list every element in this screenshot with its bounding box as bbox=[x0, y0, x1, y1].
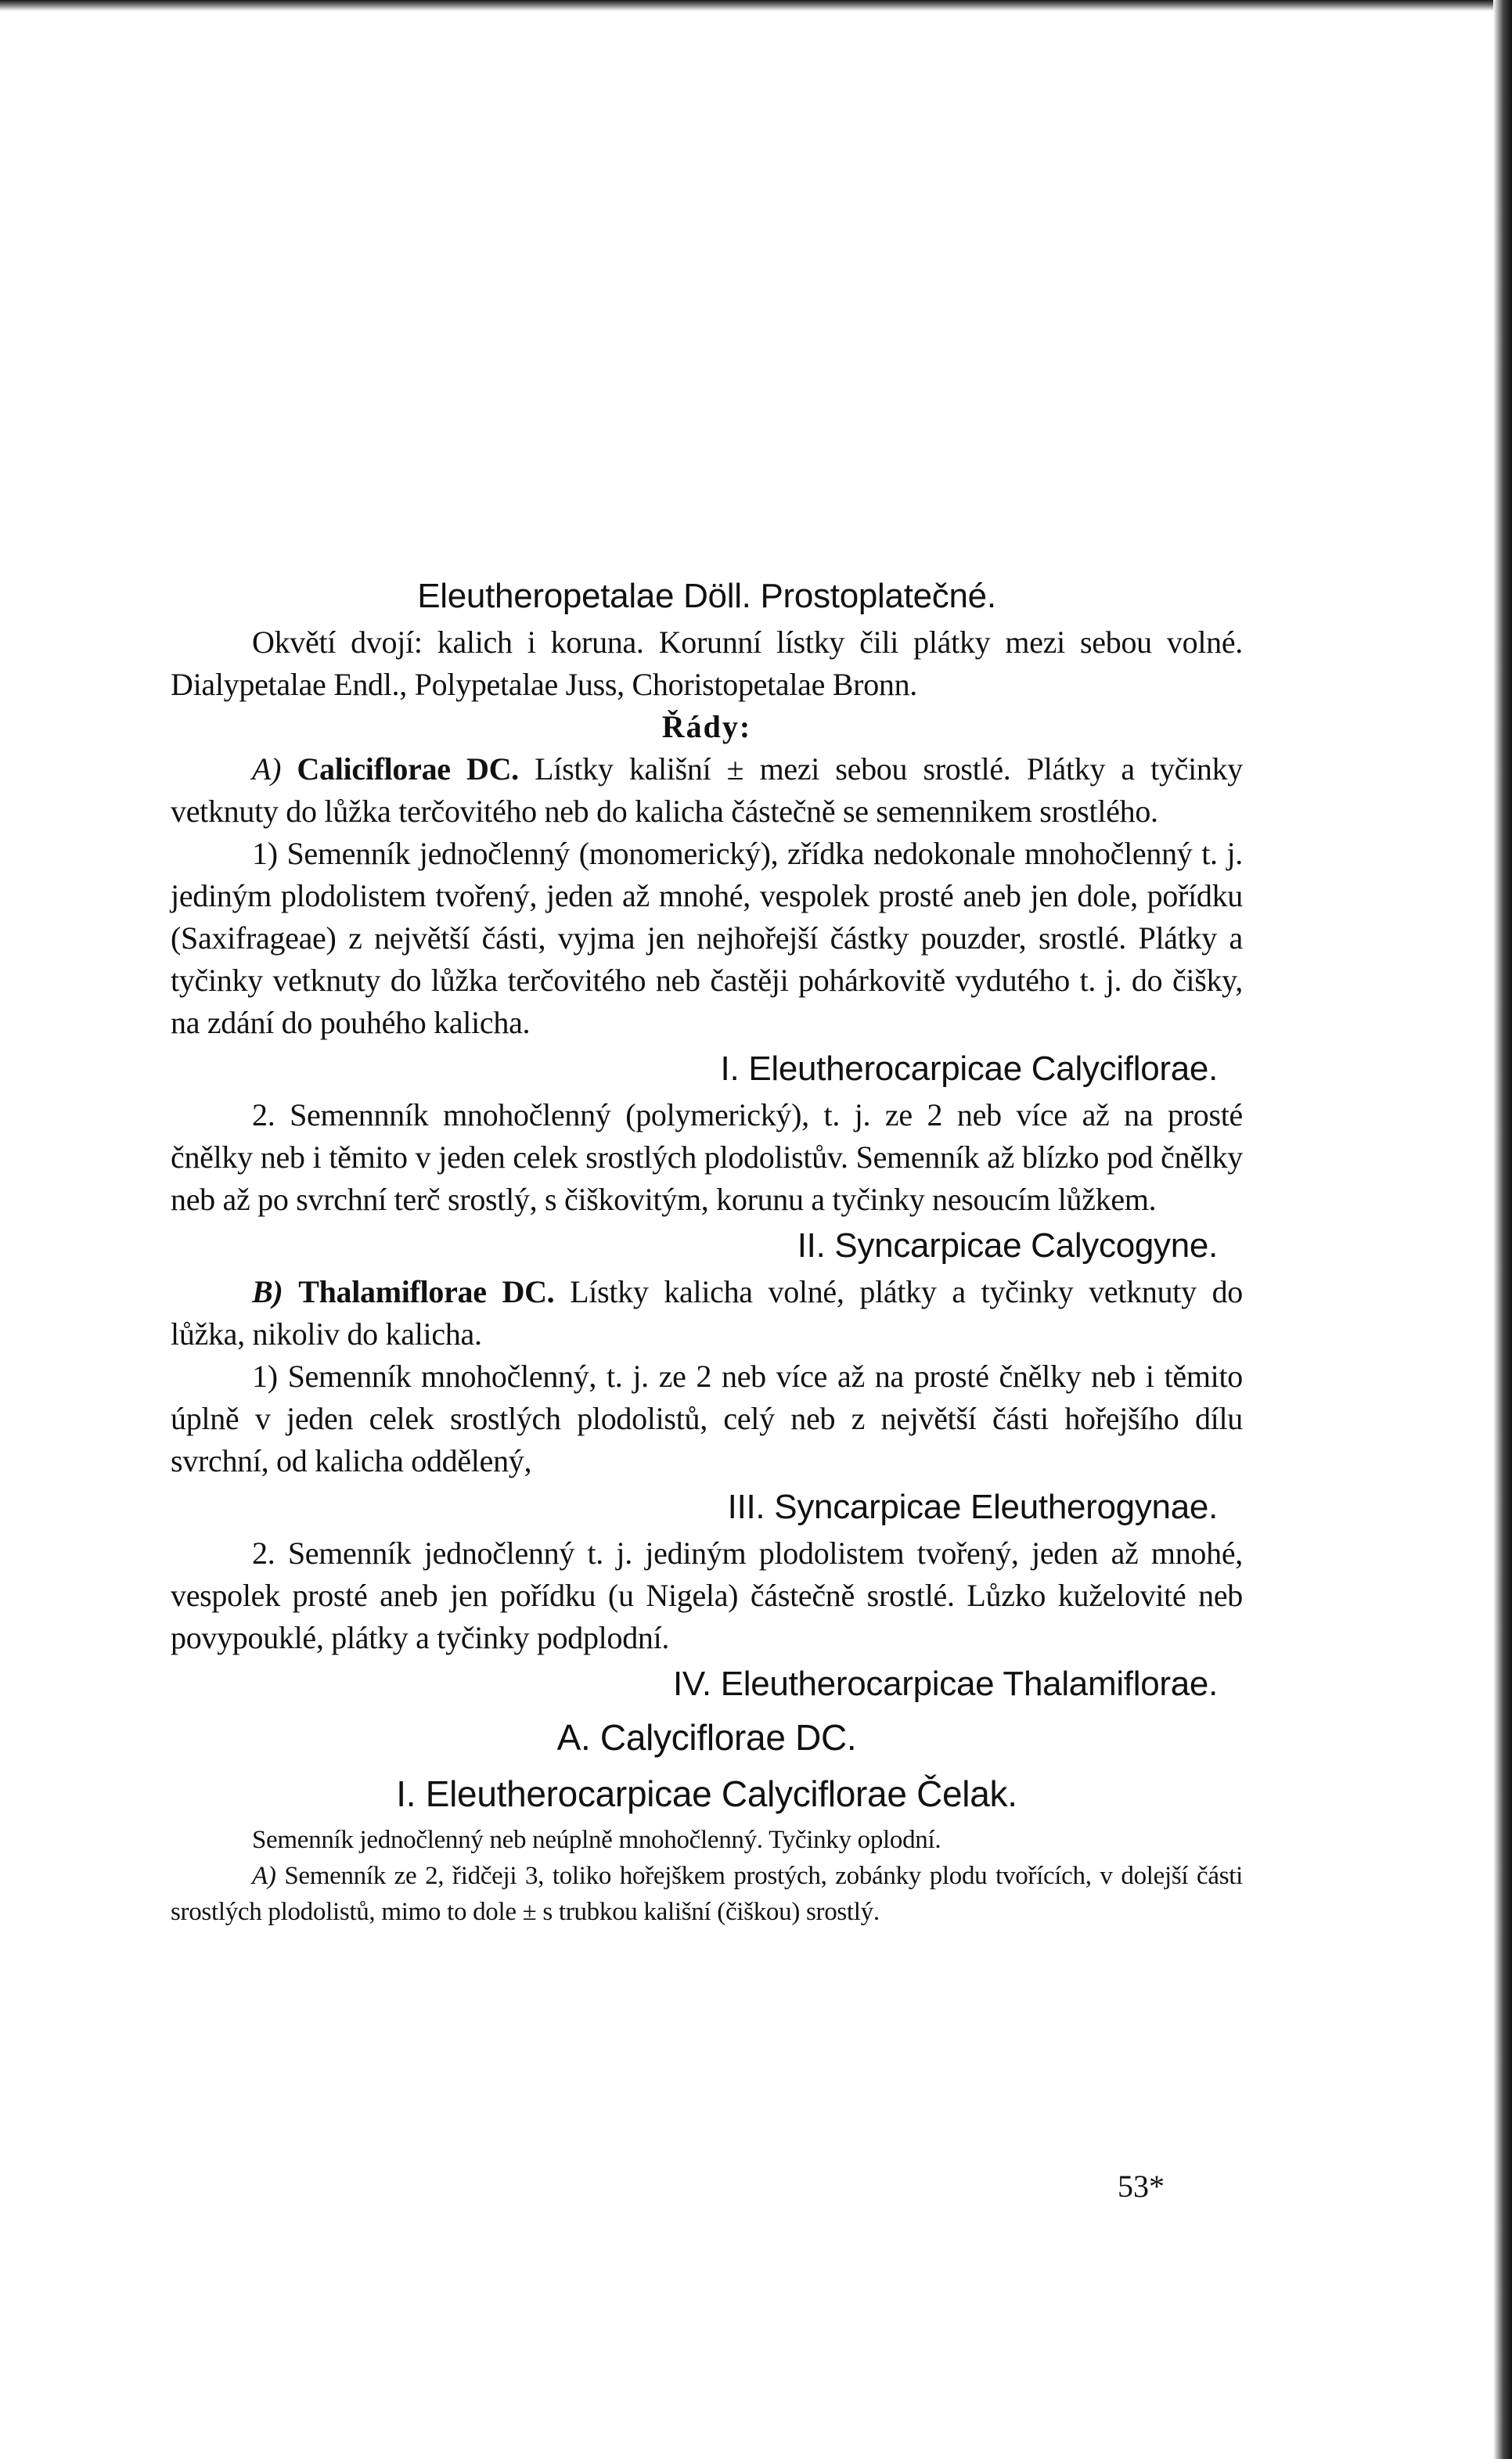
section-b-text: Lístky kalicha volné, plátky a tyčinky vetknuty do lůžka, nikoliv do kalicha. bbox=[171, 1274, 1243, 1352]
heading-4: IV. Eleutherocarpicae Thalamiflorae. bbox=[672, 1665, 1218, 1703]
page-title: Eleutheropetalae Döll. Prostoplatečné. bbox=[417, 577, 996, 615]
intro-paragraph: Okvětí dvojí: kalich i koruna. Korunní lístky čili plátky mezi sebou volné. Dialypetalae Endl., Polypetalae Juss, Choristopetalae Bronn. bbox=[171, 625, 1243, 702]
small-paragraph-2 bbox=[171, 1858, 1243, 1930]
section-b-label: B) bbox=[252, 1274, 283, 1309]
section-a-label: A) bbox=[252, 751, 282, 787]
paragraph-b2: 2. Semenník jednočlenný t. j. jediným plodolistem tvořený, jeden až mnohé, vespolek prosté aneb jen pořídku (u Nigela) částečně srostlé. Lůzko kuželovité neb povypouklé, plátky a tyčinky podplodní. bbox=[171, 1536, 1243, 1655]
paragraph-b1: 1) Semenník mnohočlenný, t. j. ze 2 neb více až na prosté čnělky neb i těmito úplně v jeden celek srostlých plodolistů, celý neb z největší části hořejšího dílu svrchní, od kalicha oddělený, bbox=[171, 1359, 1243, 1478]
scan-right-edge bbox=[1493, 0, 1512, 2459]
section-b-name: Thalamiflorae DC. bbox=[298, 1274, 555, 1309]
rady-heading: Řády: bbox=[661, 709, 752, 744]
subsection-title: I. Eleutherocarpicae Calyciflorae Čelak. bbox=[396, 1773, 1017, 1814]
heading-2: II. Syncarpicae Calycogyne. bbox=[797, 1226, 1218, 1265]
section-a-paragraph bbox=[171, 748, 1243, 833]
small-paragraph-1: Semenník jednočlenný neb neúplně mnohočlenný. Tyčinky oplodní. bbox=[252, 1826, 941, 1854]
section-a-text: Lístky kališní ± mezi sebou srostlé. Plátky a tyčinky vetknuty do lůžka terčovitého neb do kalicha částečně se semennikem srostlého. bbox=[171, 751, 1244, 829]
page-number: 53* bbox=[1118, 2169, 1165, 2204]
heading-1: I. Eleutherocarpicae Calyciflorae. bbox=[720, 1049, 1218, 1088]
section-a-name: Caliciflorae DC. bbox=[297, 751, 519, 787]
page-body bbox=[171, 571, 1243, 1930]
scan-top-edge bbox=[0, 0, 1512, 11]
small-paragraph-2-text: Semenník ze 2, řidčeji 3, toliko hořejškem prostých, zobánky plodu tvořících, v dolejší části srostlých plodolistů, mimo to dole ± s trubkou kališní (čiškou) srostlý. bbox=[171, 1862, 1243, 1926]
section-title: A. Calyciflorae DC. bbox=[556, 1717, 857, 1758]
paragraph-a2: 2. Semennník mnohočlenný (polymerický), t. j. ze 2 neb více až na prosté čnělky neb i těmito v jeden celek srostlých plodolistův. Semenník až blízko pod čnělky neb až po svrchní terč srostlý, s čiškovitým, korunu a tyčinky nesoucím lůžkem. bbox=[171, 1097, 1243, 1217]
paragraph-a1: 1) Semenník jednočlenný (monomerický), zřídka nedokonale mnohočlenný t. j. jediným plodolistem tvořený, jeden až mnohé, vespolek prosté aneb jen dole, pořídku (Saxifrageae) z největší části, vyjma jen nejhořejší částky pouzder, srostlé. Plátky a tyčinky vetknuty do lůžka terčovitého neb častěji pohárkovitě vydutého t. j. do čišky, na zdání do pouhého kalicha. bbox=[171, 836, 1243, 1040]
heading-3: III. Syncarpicae Eleutherogynae. bbox=[727, 1488, 1218, 1526]
section-b-paragraph bbox=[171, 1271, 1243, 1356]
small-paragraph-2-label: A) bbox=[252, 1862, 276, 1890]
